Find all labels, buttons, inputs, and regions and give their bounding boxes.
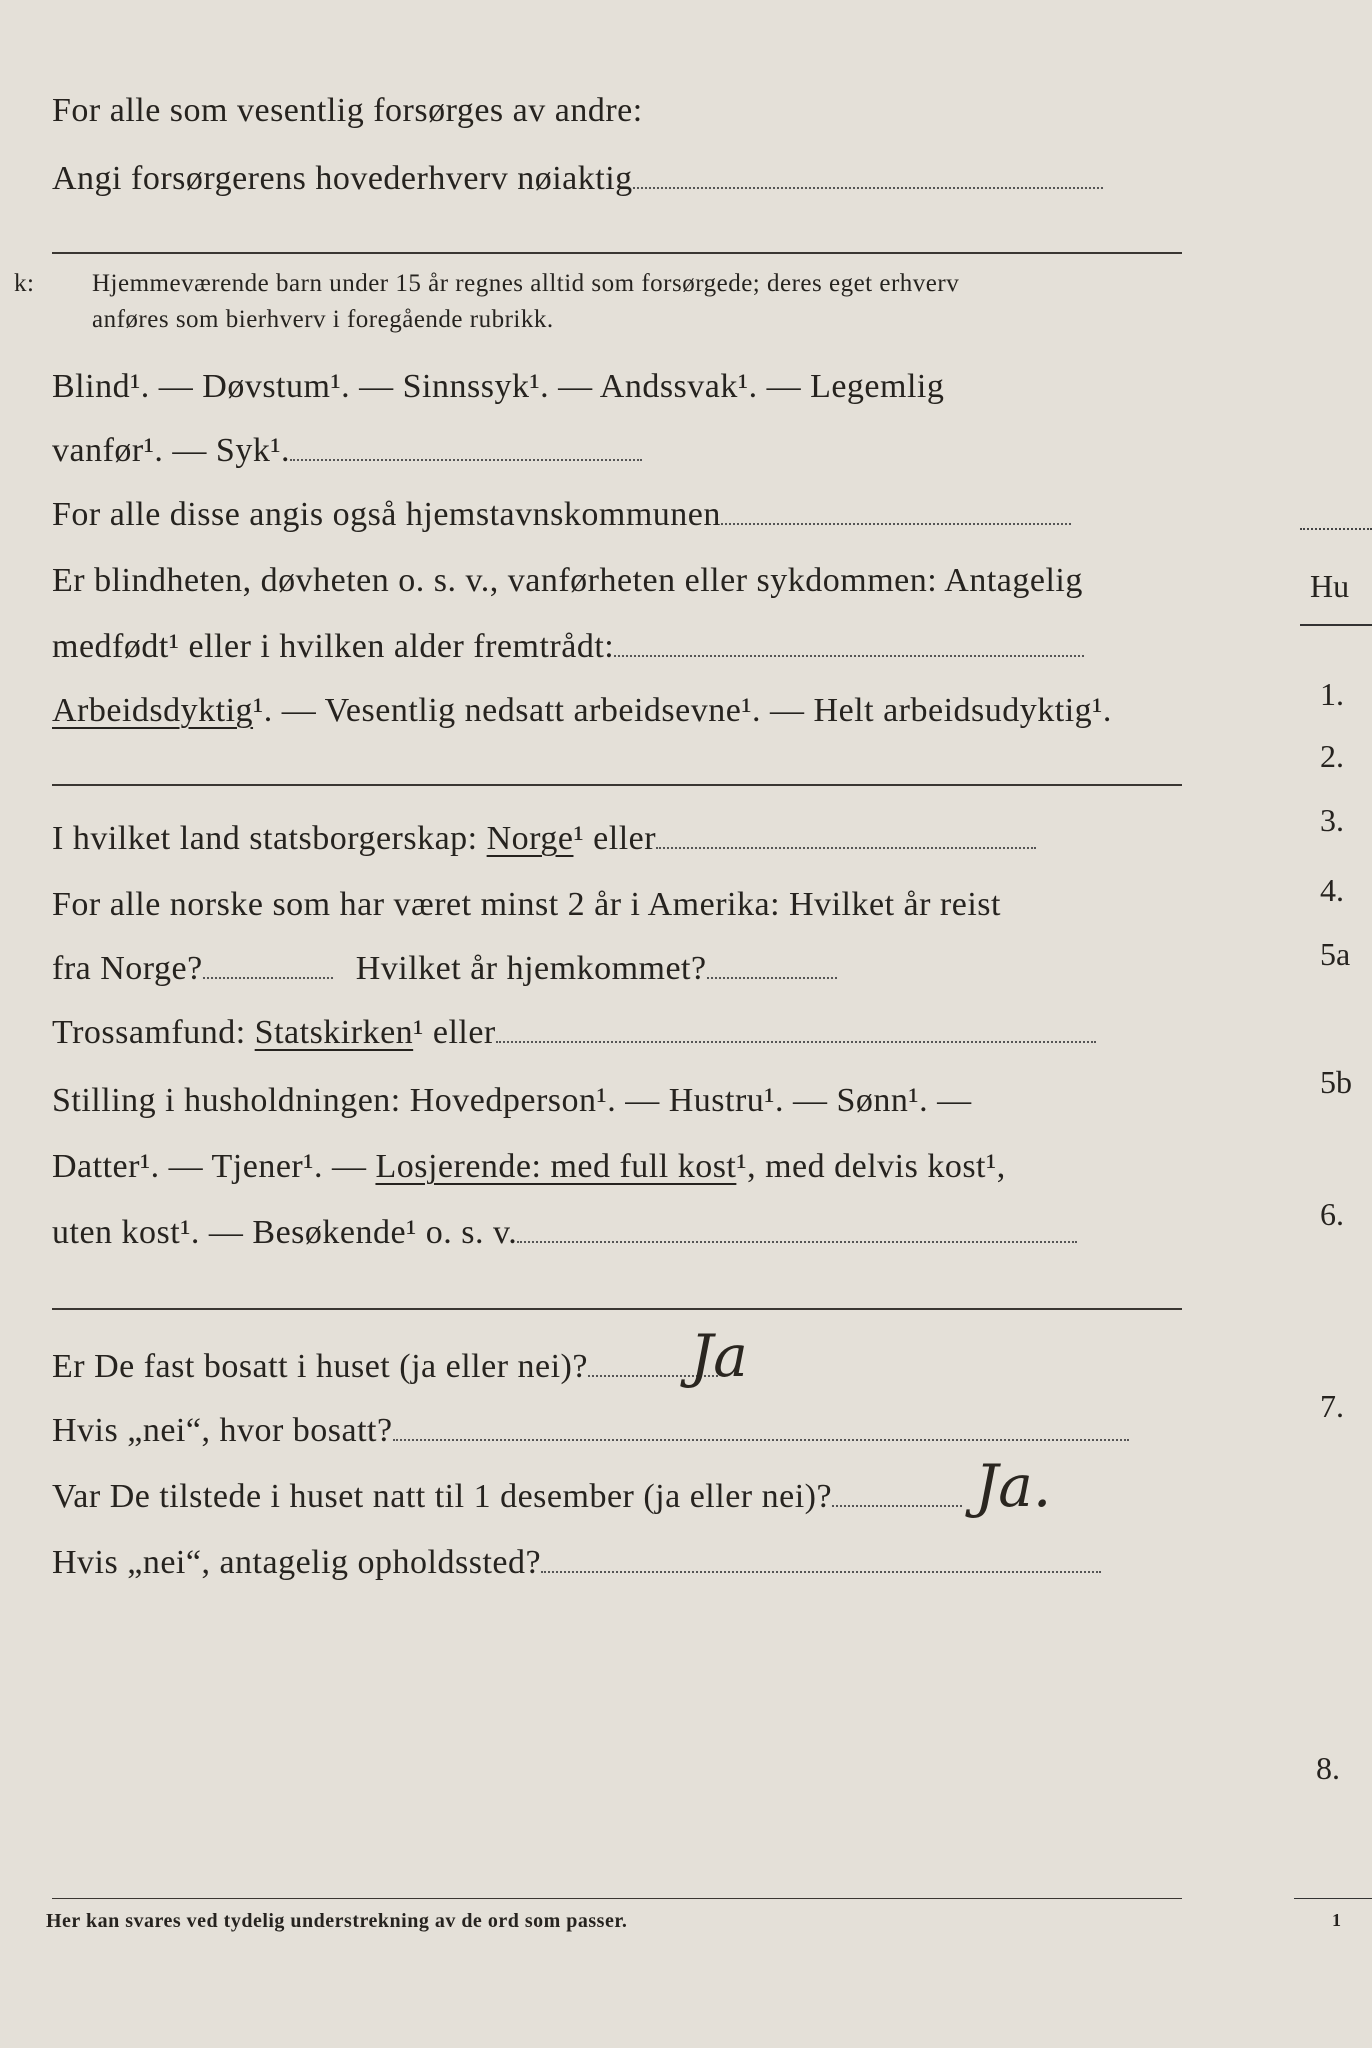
line-household-roles bbox=[52, 1148, 1182, 1186]
side-footnote-rule bbox=[1294, 1898, 1372, 1899]
side-item-7: 7. bbox=[1320, 1388, 1344, 1424]
whereabouts-label: Hvis „nei“, antagelig opholdssted? bbox=[52, 1544, 542, 1581]
side-column-rule bbox=[1300, 528, 1372, 530]
work-capacity-selected[interactable]: Arbeidsdyktig bbox=[52, 692, 254, 729]
line-permanent-resident bbox=[52, 1348, 1182, 1386]
note-line-2: anføres som bierhverv i foregående rubrikk. bbox=[92, 306, 554, 333]
divider bbox=[52, 252, 1182, 254]
whereabouts-field[interactable] bbox=[541, 1570, 1101, 1573]
disabled-sick-field[interactable] bbox=[290, 458, 642, 461]
side-footnote: 1 bbox=[1332, 1910, 1341, 1930]
present-dec1-label: Var De tilstede i huset natt til 1 desember (ja eller nei)? bbox=[52, 1478, 833, 1515]
line-america: For alle norske som har været minst 2 år i Amerika: Hvilket år reist bbox=[52, 886, 1001, 923]
permanent-resident-label: Er De fast bosatt i huset (ja eller nei)? bbox=[52, 1348, 588, 1385]
religion-label: Trossamfund: bbox=[52, 1014, 255, 1051]
year-left-label: fra Norge? bbox=[52, 950, 203, 987]
line-household-position: Stilling i husholdningen: Hovedperson¹. — Hustru¹. — Sønn¹. — bbox=[52, 1082, 972, 1119]
divider bbox=[52, 1308, 1182, 1310]
household-roles-label: Datter¹. — Tjener¹. — bbox=[52, 1148, 376, 1185]
visitor-label: uten kost¹. — Besøkende¹ o. s. v. bbox=[52, 1214, 518, 1251]
line-onset-age bbox=[52, 628, 1182, 666]
religion-selected[interactable]: Statskirken bbox=[254, 1014, 414, 1051]
onset-age-label: medfødt¹ eller i hvilken alder fremtrådt: bbox=[52, 628, 615, 665]
side-item-1: 1. bbox=[1320, 676, 1344, 712]
side-item-5b: 5b bbox=[1320, 1064, 1352, 1100]
line-visitor bbox=[52, 1214, 1182, 1252]
note-line-1: Hjemmeværende barn under 15 år regnes alltid som forsørgede; deres eget erhverv bbox=[92, 270, 960, 297]
year-left-field[interactable] bbox=[203, 976, 333, 979]
provider-occupation-label: Angi forsørgerens hovederhverv nøiaktig bbox=[52, 160, 633, 197]
footnote: Her kan svares ved tydelig understrekning av de ord som passer. bbox=[46, 1910, 628, 1932]
household-roles-rest: ¹, med delvis kost¹, bbox=[736, 1148, 1006, 1185]
line-provider-occupation bbox=[52, 160, 1182, 198]
side-column-rule bbox=[1300, 624, 1372, 626]
line-residence-if-no bbox=[52, 1412, 1182, 1450]
line-disabled-sick bbox=[52, 432, 1182, 470]
line-condition-origin: Er blindheten, døvheten o. s. v., vanførheten eller sykdommen: Antagelig bbox=[52, 562, 1083, 599]
side-item-6: 6. bbox=[1320, 1196, 1344, 1232]
citizenship-field[interactable] bbox=[656, 846, 1036, 849]
divider bbox=[52, 784, 1182, 786]
home-municipality-label: For alle disse angis også hjemstavnskommunen bbox=[52, 496, 721, 533]
religion-other: ¹ eller bbox=[413, 1014, 496, 1051]
citizenship-other: ¹ eller bbox=[573, 820, 657, 857]
onset-age-field[interactable] bbox=[614, 654, 1084, 657]
line-citizenship bbox=[52, 820, 1182, 858]
side-item-5a: 5a bbox=[1320, 936, 1351, 972]
year-returned-field[interactable] bbox=[707, 976, 837, 979]
line-work-capacity bbox=[52, 692, 1182, 730]
side-item-3: 3. bbox=[1320, 802, 1344, 838]
disabled-sick-label: vanfør¹. — Syk¹. bbox=[52, 432, 291, 469]
provider-occupation-field[interactable] bbox=[633, 186, 1103, 189]
household-role-selected[interactable]: Losjerende: med full kost bbox=[375, 1148, 737, 1185]
line-emigration-years bbox=[52, 950, 1182, 988]
line-disabilities: Blind¹. — Døvstum¹. — Sinnssyk¹. — Andssvak¹. — Legemlig bbox=[52, 368, 945, 405]
handwritten-answer-1: Ja bbox=[690, 1322, 748, 1390]
line-religion bbox=[52, 1014, 1182, 1052]
present-dec1-field[interactable] bbox=[832, 1504, 962, 1507]
footnote-divider bbox=[52, 1898, 1182, 1899]
side-column-header: Hu bbox=[1310, 568, 1350, 604]
work-capacity-options: ¹. — Vesentlig nedsatt arbeidsevne¹. — Helt arbeidsudyktig¹. bbox=[253, 692, 1112, 729]
line-dependents-heading: For alle som vesentlig forsørges av andre: bbox=[52, 92, 643, 129]
side-item-8: 8. bbox=[1316, 1750, 1340, 1786]
side-item-4: 4. bbox=[1320, 872, 1344, 908]
line-home-municipality bbox=[52, 496, 1182, 534]
home-municipality-field[interactable] bbox=[721, 522, 1071, 525]
citizenship-selected[interactable]: Norge bbox=[486, 820, 574, 857]
visitor-field[interactable] bbox=[517, 1240, 1077, 1243]
note-marker: k: bbox=[14, 270, 35, 297]
line-whereabouts bbox=[52, 1544, 1182, 1582]
residence-if-no-field[interactable] bbox=[393, 1438, 1129, 1441]
religion-field[interactable] bbox=[496, 1040, 1096, 1043]
citizenship-label: I hvilket land statsborgerskap: bbox=[52, 820, 487, 857]
residence-if-no-label: Hvis „nei“, hvor bosatt? bbox=[52, 1412, 393, 1449]
year-returned-label: Hvilket år hjemkommet? bbox=[355, 950, 707, 987]
side-item-2: 2. bbox=[1320, 738, 1344, 774]
handwritten-answer-2: Ja. bbox=[975, 1452, 1052, 1520]
